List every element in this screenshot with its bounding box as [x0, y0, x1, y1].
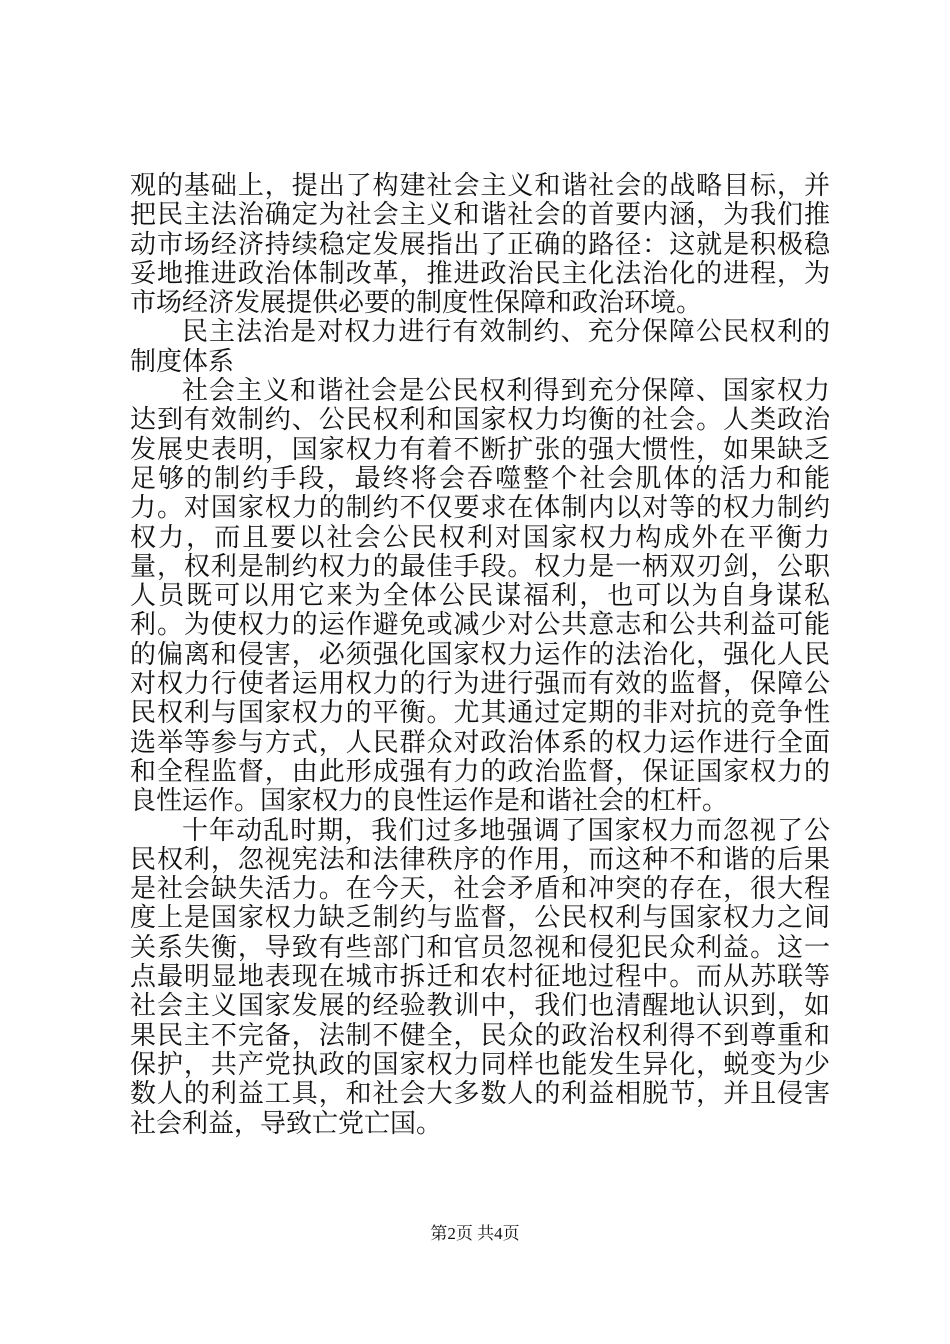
paragraph-historical-lesson: 十年动乱时期，我们过多地强调了国家权力而忽视了公民权利，忽视宪法和法律秩序的作用，而这种不和谐的后果是社会缺失活力。在今天，社会矛盾和冲突的存在，很大程度上是国家权力缺乏制约与监督，公民权利与国家权力之间关系失衡，导致有些部门和官员忽视和侵犯民众利益。这一点最明显地表现在城市拆迁和农村征地过程中。而从苏联等社会主义国家发展的经验教训中，我们也清醒地认识到，如果民主不完备，法制不健全，民众的政治权利得不到尊重和保护，共产党执政的国家权力同样也能发生异化，蜕变为少数人的利益工具，和社会大多数人的利益相脱节，并且侵害社会利益，导致亡党亡国。 [130, 815, 830, 1139]
paragraph-harmonious-society: 社会主义和谐社会是公民权利得到充分保障、国家权力达到有效制约、公民权利和国家权力均衡的社会。人类政治发展史表明，国家权力有着不断扩张的强大惯性，如果缺乏足够的制约手段，最终将会吞噬整个社会肌体的活力和能力。对国家权力的制约不仅要求在体制内以对等的权力制约权力，而且要以社会公民权利对国家权力构成外在平衡力量，权利是制约权力的最佳手段。权力是一柄双刃剑，公职人员既可以用它来为全体公民谋福利，也可以为自身谋私利。为使权力的运作避免或减少对公共意志和公共利益可能的偏离和侵害，必须强化国家权力运作的法治化，强化人民对权力行使者运用权力的行为进行强而有效的监督，保障公民权利与国家权力的平衡。尤其通过定期的非对抗的竞争性选举等参与方式，人民群众对政治体系的权力运作进行全面和全程监督，由此形成强有力的政治监督，保证国家权力的良性运作。国家权力的良性运作是和谐社会的杠杆。 [130, 376, 830, 817]
document-body [130, 172, 830, 1139]
page-indicator: 第2页 共4页 [430, 1224, 520, 1243]
section-heading: 民主法治是对权力进行有效制约、充分保障公民权利的制度体系 [130, 317, 830, 377]
paragraph-continuation: 观的基础上，提出了构建社会主义和谐社会的战略目标，并把民主法治确定为社会主义和谐社会的首要内涵，为我们推动市场经济持续稳定发展指出了正确的路径：这就是积极稳妥地推进政治体制改革，推进政治民主化法治化的进程，为市场经济发展提供必要的制度性保障和政治环境。 [130, 171, 830, 319]
page-footer [0, 1219, 950, 1244]
